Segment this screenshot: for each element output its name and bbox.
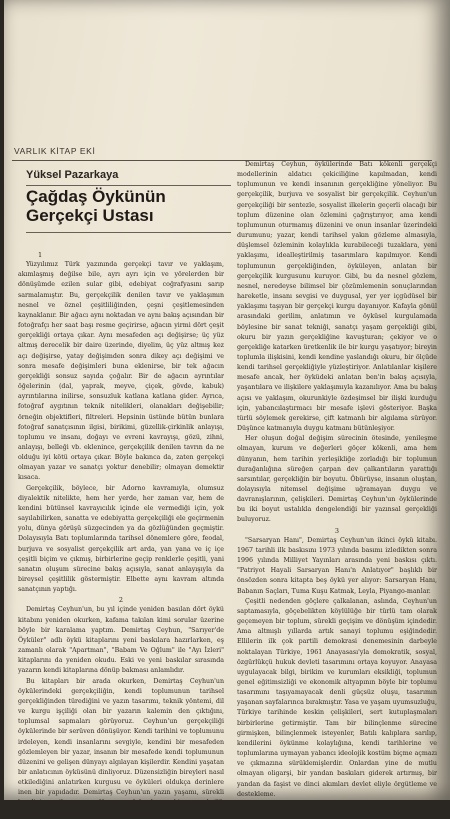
paragraph: Her oluşun doğal değişim sürecinin ötesinde, yenileşme olmayan, kurum ve değerleri göçer kökenli, ama hem dünyanın, hem tarihin yerleşikliğe zorladığı bir toplumun durağanlığına süreğen çarpan dev çalkantıların yarattığı sarsıntılar, gerçekliğin bir boyutu. Öbürüyse, insanın oluştan, dolayısıyla nitemsel değişime uğramayan duygu ve davranışlarının, çelişkileri. Demirtaş Ceyhun'un öykülerinde bu iki boyut ustalıkla dengelendiği bir yazınsal gerçekliği buluyoruz. [237, 435, 437, 524]
paragraph: "Sarsaryan Hanı", Demirtaş Ceyhun'un ikinci öykü kitabı. 1967 tarihli ilk baskısını 1973 yılında basımı izledikten sonra 1996 yılında Milliyet Yayınları arasında yeni baskısı çıktı. "Patriyot Hayali Sarsaryan Hanı'n Anlatıyor" başlıklı bir önsözden sonra kitapta beş öykü yer alıyor: Sarsaryan Hanı, Babanın Saçları, Tuma Kuşu Katmak, Leyla, Piyango-manlar. [237, 536, 437, 595]
author-rule [26, 185, 231, 186]
paragraph: Gerçekçilik, böylece, bir Adorno kavramıyla, olumsuz diyalektik nitelikte, hem her yerde, her zaman var, hem de kendini bütünsel kavrayıcılık içinde ele vermediği için, yok sayılabilirken, sanatta ve edebiyatta gerçekçiliği ele geçirmenin yolu, dünya görüşü süzgecinden ya da gözlüğünden geçmiştir. Dolayısıyla Batı toplumlarında tarihsel dönemlere göre, feodal, burjuva ve sosyalist gerçekçilik art arda, yan yana ve iç içe çeşitli biçim ve çıkmış, birbirlerine geçip renklerle çeşitli, yani sanatın oluşum sürecine bakış açısıyla, sanat anlayışıyla da bireysel çeşitlilik göstermiştir. Elbette aynı kavram altında sanatçının yaptığı. [18, 484, 224, 594]
right-column [237, 160, 437, 800]
paragraph: Demirtaş Ceyhun, öykülerinde Batı kökenli gerçekçi modellerinin aldatıcı çekiciliğine kapılmadan, kendi toplumunun ve kendi insanının gerçekliğine yöneliyor. Bu gerçekçilik, burjuva ve sosyalist bir gerçekçilik. Ceyhun'un gerçekçiliği bir sentezle, sosyalist ilkelerin geçerli olacağı bir toplum düzenine olan özlemini çağrıştırıyor, ama kendi toplumunun oturmamış düzenini ve onun insanlar üzerindeki durumunu; yazar, kendi tarihsel yakın gözleme almasıyla, düşlemsel özleminin kolaylıkla kurabileceği tuzaklara, yeni yaklaşımı, idealleştirilmiş tasarımlara kapılmıyor. Kendi toplumunun gerçekliğinden, öyküleyen, anlatan bir gerçekçilik kurgusunu kuruyor. Gibi, bu da nesnel gözlem, nesnel, neredeyse bilimsel bir çözümlemenin sonuçlarından hareketle, insanı sevgisi ve duygusal, yer yer içgüdüsel bir yaklaşımı taşıyan bir gerçekçi kurgu dayanıyor. Kafayla gönül arasındaki gerilim, anlatımın ve öyküsel kurgulamada böylesine bir sanat tekniği, sanatçı yaşam gerçekliği gibi, okuru bir yazın gerçekliğine kavuşturan; çekiyor ve o gerçekliğe katarken üretkenlik ile bir kurgu yaşatıyor; bireyin toplumla ilişkisini, kendi kendine yaslandığı okuru, bir ölçüde kendi tarihsel gerçekliğiyle yüzleştiriyor. Anlatılanlar kişilere mesafe ancak, her öyküdeki anlatan ben'in bakış açısıyla, yaşantılara ve ilişkilere yaklaşımıyla kazanılıyor. Ama bu bakış açısı ve yaklaşım, okurunkiyle özdeşimsel bir ilişki kurduğu için, yabancılaştırmacı bir mesafe işlevi gösteriyor. Başka türlü söylemek gerekirse, çift katmanlı bir algılama sürüyor. Düşünce katmanıyla duygu katmanı bütünleşiyor. [237, 161, 437, 433]
title-rule [26, 232, 231, 233]
article-title: Çağdaş Öykünün Gerçekçi Ustası [26, 187, 166, 225]
section-number-2: 2 [118, 596, 124, 605]
magazine-page [4, 0, 450, 817]
section-number-1: 1 [38, 251, 43, 259]
magazine-header: VARLIK KİTAP EKİ [14, 146, 96, 156]
left-column [18, 250, 224, 817]
paragraph: Demirtaş Ceyhun'un, bu yıl içinde yeniden basılan dört öykü kitabını yeniden okurken, kafama takılan kimi sorular üzerine böyle bir karalama yaptım. Demirtaş Ceyhun, "Sarıyer'de Öyküler" adlı öykü kitaplarını yeni baskılara hazırlarken, eş zamanlı olarak "Apartman", "Babam Ve Oğlum" ile "Ayı İzleri" kitaplarını da yeniden okudu. Eski ve yeni baskılar sırasında yazarın kendi kitaplarına dönüp bakması anlamlıdır. [18, 606, 224, 675]
section-number-3: 3 [334, 526, 340, 535]
paragraph: Bu kitapları bir arada okurken, Demirtaş Ceyhun'un öykülerindeki gerçekçiliğin, kendi toplumunun tarihsel gerçekliğinden türediğini ve yazın tasarımı, teknik yöntemi, dil ve kurgu işçiliği olan bir yazarın kalemin den çıktığını, toplumsal sapmaları görüyoruz. Ceyhun'un gerçekçiliği öykülerinde bir serüven dönüşüyor. Kendi tarihini ve toplumunu irdeleyen, kendi insanlarını sevgiyle, kendini bir mesafeden gözlemleyen bir yazar, insanın bir mesafede kendi toplumunun düzenini ve gelişen dünyayı algılayan kişilerdir. Kendini yaşatan bir anlatıcının öyküsünü dinliyoruz. Düzensizliğin bireyleri nasıl etkilediğini anlatırken kurgusu ve öyküleri oldukça derinlere inen bir yapıdadır. Demirtaş Ceyhun'un yazın yaşamı, sürekli kendini yenileyen ve dünyayı gözlemleyen bir gerçekçilik çizgisinde diyalektik bir yolculuğa dönüşür. [18, 677, 224, 817]
paragraph: Yüzyılımız Türk yazınında gerçekçi tavır ve yaklaşım, akımlaşmış değilse bile, ayrı ayrı için ve yörelerden bir dönüşümde ezilen sular gibi, edebiyat coğrafyasını sarıp sarmalamıştır. Bu, gerçekçilik denilen tavır ve yaklaşımın nesnel ve öznel çeşitliliğinden, çeşni çeşitlemesinden kaynaklanır. Bir ağacı aynı noktadan ve aynı bakış açısından bir fotoğrafçı her saat başı resme geçirirse, ağacın yirmi dört çeşit gerçekliği ortaya çıkar. Aynı mesafeden açı değişirse; üç yüz altmış derecelik bir daire üzerinde, diyelim, üç yüz altmış kez açı değişirse, yatay değişimden sonra dikey açı değişimi ve sonra mesafe değişimleri buna eklenirse, bir tek ağacın gerçekliği sonsuz sayıda çoğalır. Bir de ağacın ayrıntılar öğelerinin (dal, yaprak, meyve, çiçek, gövde, kabuk) ayrıntılarına inilirse, sonsuzluk katlana katlana gider. Ayrıca, fotoğraf aygıtının teknik nitelikleri, olanakları değişebilir; örneğin objektifleri, filtreleri. Hepsinin üstünde bütün bunlara fotoğraf sanatçısının ilgisi, birikimi, güzellik-çirkinlik anlayışı, toplumu ve insanı, doğayı ve evreni kavrayışı, gözü, zihni, anlayışı, belleği vb. eklenince, gerçekçilik denilen tavrın da ne olduğu iyi kötü ortaya çıkar. Böyle bakınca da, zaten gerçekçi olmayan yazar ve sanatçı yoktur denebilir; olmayan demektir kısaca. [18, 261, 224, 482]
article-author: Yüksel Pazarkaya [26, 169, 119, 181]
paragraph: Çeşitli nedenden göçlere çalkalanan, aslında, Ceyhun'un saptamasıyla, göçebelikten köylülüğe bir türlü tam olarak geçemeyen bir toplum, sürekli geçişim ve dönüşüm içindedir. Ama altmışlı yıllarda artık sanayi toplumu eşiğindedir. Ellilerin ilk çok partili demokrasi denemesinin darbeyle noktalayan Türkiye, 1961 Anayasası'yla demokratik, sosyal, özgürlükçü hukuk devleti tasarımını ortaya koyuyor. Anayasa uygulayacak bilgi, birikim ve kurumları eksikliği, toplumun genel eğitimsizliği ve ekonomik altyapının böyle bir toplumu tasarımını taşıyamayacak denli güçsüz oluşu, tasarımın yaşanan sayfalarınca bırakmıştır. Yasa ve yaşam uyumsuzluğu, Türkiye tarihinde keskin çelişkileri, sert kutuplaşmaları birbirlerine getirmiştir. Tam bir bilinçlenme sürecine girmişken, bilinçlenmek isteyenler, Batılı kalıplara sarılıp, kendilerini öykünme kolaylığına, kendi tarihlerine ve toplumlarına uymayan yabancı ideolojik kostüm biçme açmazı ve çıkmazına sürüklemişlerdir. Onlardan yine de mutlu olmayan oligarşi, bir yandan baskıları giderek artırmış, bir yandan da faşist ve dinci akımları devlet eliyle örgütleme ve destekleme. [237, 597, 437, 798]
